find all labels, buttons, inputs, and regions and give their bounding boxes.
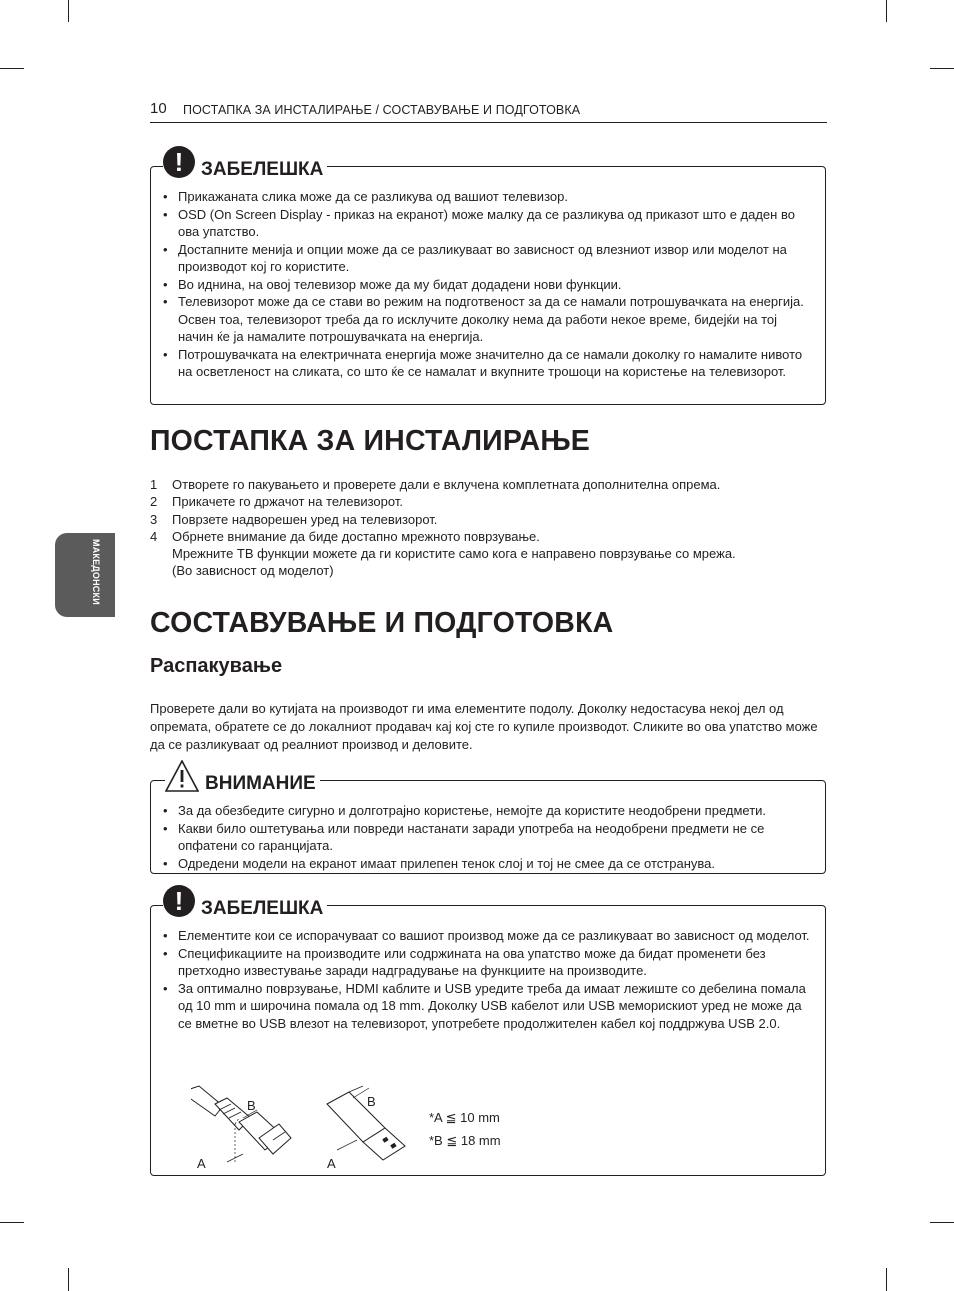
crop-mark xyxy=(886,0,887,22)
caution-box xyxy=(150,773,826,874)
list-item: • Телевизорот може да се стави во режим на подготвеност за да се намали потрошувачката на енергија. Освен тоа, телевизорот треба да го исклучите доколку нема да работи некое време, бидејќи на тој начин ќе ја намалите потрошувачката на енергија. xyxy=(163,293,815,346)
dimension-label-b: B xyxy=(367,1094,376,1109)
list-item: 2 Прикачете го држачот на телевизорот. xyxy=(150,494,403,510)
unpacking-paragraph: Проверете дали во кутијата на производот ги има елементите подолу. Доколку недостасува некој дел од опремата, обратете се до локалниот продавач кај кој сте го купиле производот. Сликите во ова упатство може да се разликуваат од реалниот производ и деловите. xyxy=(150,701,818,752)
caution-title: ВНИМАНИЕ xyxy=(205,773,316,794)
list-item: • Спецификациите на производите или содржината на ова упатство може да бидат променети без претходно известување заради надградување на функциите на производите. xyxy=(163,945,815,980)
note-list xyxy=(163,188,815,381)
list-item: • За оптимално поврзување, HDMI каблите и USB уредите треба да имаат лежиште со дебелина помала од 10 mm и широчина помала од 18 mm. Доколку USB кабелот или USB меморискиот уред не може да се вметне во USB влезот на телевизорот, употребете продолжителен кабел кој поддржува USB 2.0. xyxy=(163,980,815,1033)
crop-mark xyxy=(68,0,69,22)
list-item: • OSD (On Screen Display - приказ на екранот) може малку да се разликува од приказот што е даден во ова упатство. xyxy=(163,206,815,241)
page-number: 10 xyxy=(150,100,167,117)
note-list xyxy=(163,927,815,1032)
hdmi-cable-illustration xyxy=(191,1084,311,1172)
exclamation-icon: ! xyxy=(163,146,195,178)
note-label xyxy=(163,143,327,181)
list-item: • Какви било оштетувања или повреди настанати заради употреба на неодобрени предмети не се опфатени со гаранцијата. xyxy=(163,820,815,855)
page-header xyxy=(150,100,827,123)
warning-icon xyxy=(165,760,199,792)
language-tab-label: МАКЕДОНСКИ xyxy=(91,539,101,605)
list-item: • Прикажаната слика може да се разликува од вашиот телевизор. xyxy=(163,188,815,206)
exclamation-icon: ! xyxy=(163,885,195,917)
dimension-a: *A ≦ 10 mm xyxy=(429,1110,500,1125)
language-tab xyxy=(55,533,115,617)
installation-steps xyxy=(150,476,830,580)
list-item: 4 Обрнете внимание да биде достапно мрежното поврзување. Мрежните ТВ функции можете да ги користите само кога е направено поврзување со мрежа. (Во зависност од моделот) xyxy=(150,528,736,579)
list-item: 3 Поврзете надворешен уред на телевизорот. xyxy=(150,511,438,527)
crop-mark xyxy=(930,68,954,69)
crop-mark xyxy=(0,68,24,69)
list-item: • Одредени модели на екранот имаат прилепен тенок слој и тој не смее да се отстранува. xyxy=(163,855,815,873)
section-heading-installation: ПОСТАПКА ЗА ИНСТАЛИРАЊЕ xyxy=(150,425,591,457)
crop-mark xyxy=(886,1268,887,1291)
list-item: • За да обезбедите сигурно и долготрајно користење, немојте да користите неодобрени предмети. xyxy=(163,802,815,820)
subheading-unpacking: Распакување xyxy=(150,655,283,677)
crop-mark xyxy=(930,1222,954,1223)
note-label xyxy=(163,882,327,920)
usb-stick-illustration xyxy=(323,1084,419,1172)
caution-list xyxy=(163,802,815,872)
note-title: ЗАБЕЛЕШКА xyxy=(201,898,324,919)
dimension-label-a: A xyxy=(327,1156,336,1171)
section-heading-assembly: СОСТАВУВАЊЕ И ПОДГОТОВКА xyxy=(150,607,614,639)
crop-mark xyxy=(0,1222,24,1223)
dimension-b: *B ≦ 18 mm xyxy=(429,1133,501,1148)
list-item: • Потрошувачката на електричната енергија може значително да се намали доколку го намалите нивото на осветленост на сликата, со што ќе се намалат и вкупните трошоци на користење на телевизорот. xyxy=(163,346,815,381)
note-title: ЗАБЕЛЕШКА xyxy=(201,159,324,180)
list-item: • Достапните менија и опции може да се разликуваат во зависност од влезниот извор или моделот на производот кој го користите. xyxy=(163,241,815,276)
dimension-spec xyxy=(429,1106,501,1152)
caution-label xyxy=(165,757,320,795)
dimension-label-b: B xyxy=(247,1098,256,1113)
header-title: ПОСТАПКА ЗА ИНСТАЛИРАЊЕ / СОСТАВУВАЊЕ И ПОДГОТОВКА xyxy=(183,103,581,117)
list-item: 1 Отворете го пакувањето и проверете дали е вклучена комплетната дополнителна опрема. xyxy=(150,477,721,492)
list-item: • Во иднина, на овој телевизор може да му бидат додадени нови функции. xyxy=(163,276,815,294)
note-box xyxy=(150,886,826,1176)
note-box xyxy=(150,147,826,405)
crop-mark xyxy=(68,1268,69,1291)
dimension-label-a: A xyxy=(197,1156,206,1171)
list-item: • Елементите кои се испорачуваат со вашиот производ може да се разликуваат во зависност од моделот. xyxy=(163,927,815,945)
